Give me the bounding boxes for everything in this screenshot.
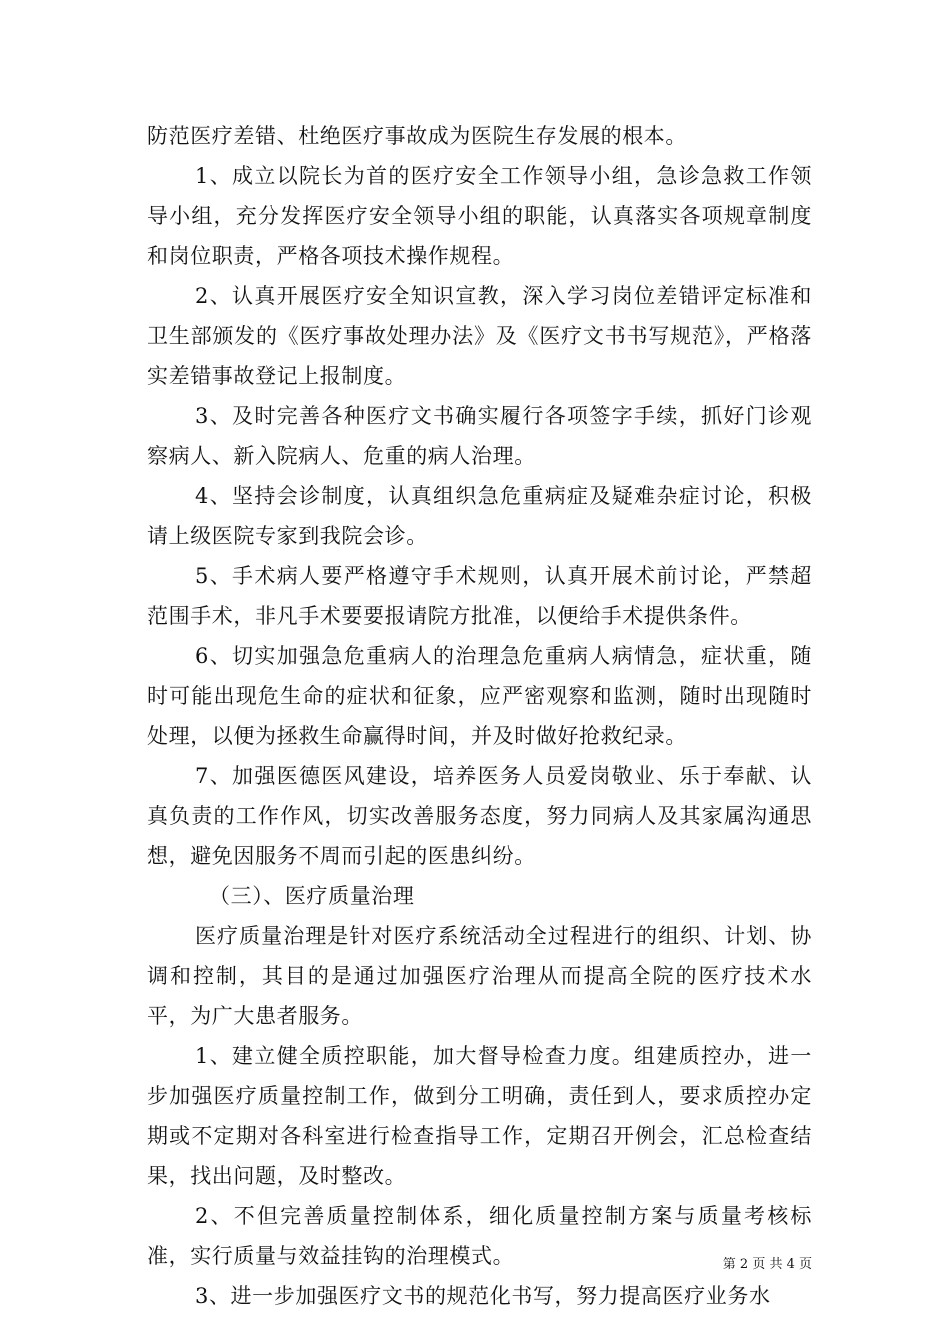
paragraph-quality-intro: 医疗质量治理是针对医疗系统活动全过程进行的组织、计划、协调和控制，其目的是通过加强医疗治理从而提高全院的医疗技术水平，为广大患者服务。: [147, 924, 812, 1028]
paragraph-safety-item-2: 2、认真开展医疗安全知识宣教，深入学习岗位差错评定标准和卫生部颁发的《医疗事故处理办法》及《医疗文书书写规范》，严格落实差错事故登记上报制度。: [147, 284, 812, 388]
paragraph-safety-item-5: 5、手术病人要严格遵守手术规则，认真开展术前讨论，严禁超范围手术，非凡手术要要报请院方批准，以便给手术提供条件。: [147, 564, 812, 628]
paragraph-safety-item-7: 7、加强医德医风建设，培养医务人员爱岗敬业、乐于奉献、认真负责的工作作风，切实改善服务态度，努力同病人及其家属沟通思想，避免因服务不周而引起的医患纠纷。: [147, 764, 812, 868]
paragraph-quality-item-2: 2、不但完善质量控制体系，细化质量控制方案与质量考核标准，实行质量与效益挂钩的治理模式。: [147, 1204, 812, 1268]
paragraph-quality-item-3: 3、进一步加强医疗文书的规范化书写，努力提高医疗业务水: [195, 1284, 771, 1308]
paragraph-safety-item-6: 6、切实加强急危重病人的治理急危重病人病情急，症状重，随时可能出现危生命的症状和征象，应严密观察和监测，随时出现随时处理，以便为拯救生命赢得时间，并及时做好抢救纪录。: [147, 644, 812, 748]
paragraph-safety-item-3: 3、及时完善各种医疗文书确实履行各项签字手续，抓好门诊观察病人、新入院病人、危重的病人治理。: [147, 404, 812, 468]
paragraph-safety-item-4: 4、坚持会诊制度，认真组织急危重病症及疑难杂症讨论，积极请上级医院专家到我院会诊。: [147, 484, 812, 548]
paragraph-quality-item-1: 1、建立健全质控职能，加大督导检查力度。组建质控办，进一步加强医疗质量控制工作，做到分工明确，责任到人，要求质控办定期或不定期对各科室进行检查指导工作，定期召开例会，汇总检查结果，找出问题，及时整改。: [147, 1044, 812, 1188]
section-heading-quality: （三）、医疗质量治理: [209, 884, 415, 908]
page-number-footer: 第 2 页 共 4 页: [722, 1257, 812, 1272]
paragraph-continuation: 防范医疗差错、杜绝医疗事故成为医院生存发展的根本。: [147, 124, 687, 148]
document-body: [147, 116, 812, 1316]
paragraph-safety-item-1: 1、成立以院长为首的医疗安全工作领导小组，急诊急救工作领导小组，充分发挥医疗安全领导小组的职能，认真落实各项规章制度和岗位职责，严格各项技术操作规程。: [147, 164, 812, 268]
